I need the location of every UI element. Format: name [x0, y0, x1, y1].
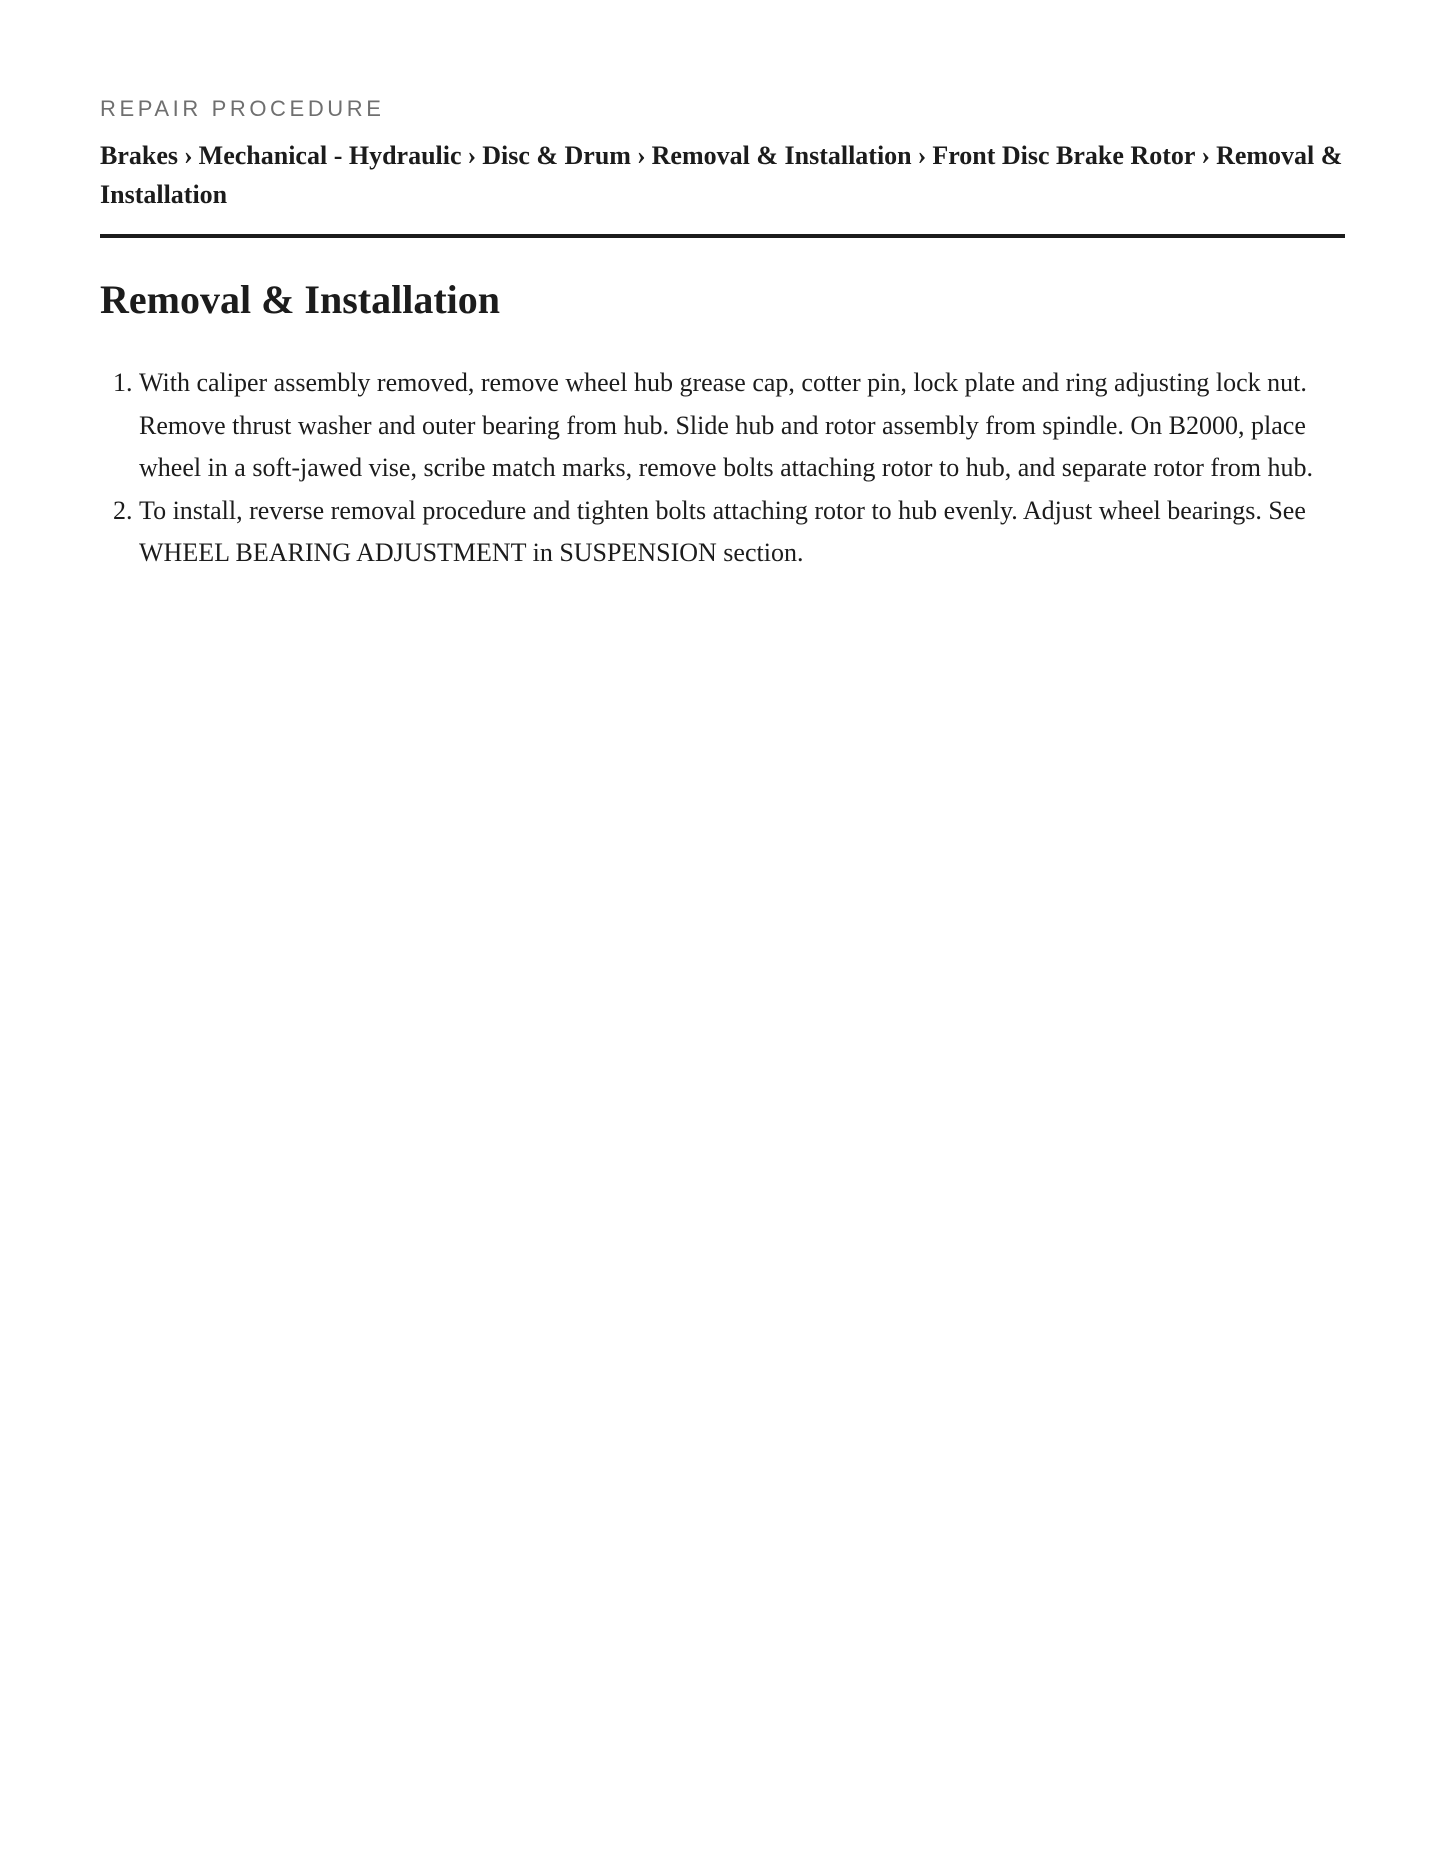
- breadcrumb-separator: ›: [467, 141, 477, 170]
- breadcrumb-separator: ›: [1201, 141, 1211, 170]
- breadcrumb: [100, 136, 1345, 238]
- procedure-step-2: 2. To install, reverse removal procedure and tighten bolts attaching rotor to hub evenly. Adjust wheel bearings. See WHEEL BEARING ADJUSTMENT in SUSPENSION section.: [139, 490, 1345, 575]
- breadcrumb-separator: ›: [184, 141, 193, 170]
- breadcrumb-item-front-disc-brake-rotor[interactable]: Front Disc Brake Rotor: [932, 141, 1196, 170]
- procedure-steps: [100, 362, 1345, 575]
- breadcrumb-item-current: Removal & Installation: [100, 141, 1343, 209]
- breadcrumb-item-disc-drum[interactable]: Disc & Drum: [482, 141, 631, 170]
- breadcrumb-item-removal-installation[interactable]: Removal & Installation: [651, 141, 912, 170]
- breadcrumb-item-brakes[interactable]: Brakes: [100, 141, 178, 170]
- document-page: [100, 0, 1345, 575]
- breadcrumb-item-mechanical-hydraulic[interactable]: Mechanical - Hydraulic: [198, 141, 462, 170]
- page-title: Removal & Installation: [100, 277, 500, 322]
- procedure-step-1: 1. With caliper assembly removed, remove wheel hub grease cap, cotter pin, lock plate and ring adjusting lock nut. Remove thrust washer and outer bearing from hub. Slide hub and rotor assembly from spindle. On B2000, place wheel in a soft-jawed vise, scribe match marks, remove bolts attaching rotor to hub, and separate rotor from hub.: [139, 362, 1345, 490]
- section-kicker: REPAIR PROCEDURE: [100, 96, 385, 121]
- breadcrumb-separator: ›: [917, 141, 927, 170]
- breadcrumb-separator: ›: [636, 141, 646, 170]
